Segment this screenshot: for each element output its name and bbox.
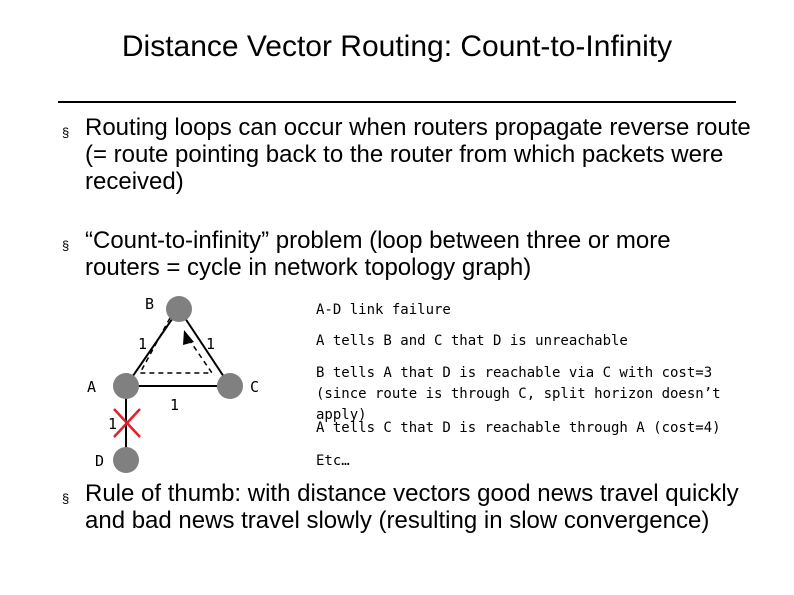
cost-label-ab: 1	[138, 335, 148, 353]
router-b-node	[166, 296, 192, 322]
router-a-label: A	[87, 378, 97, 396]
note-b-tells-a: B tells A that D is reachable via C with cost=3 (since route is through C, split horizon doesn’t apply)	[316, 365, 721, 423]
router-d-node	[113, 447, 139, 473]
link-b-c	[179, 309, 230, 386]
routing-loop-arrowhead	[183, 330, 194, 345]
slide-title: Distance Vector Routing: Count-to-Infinity	[121, 30, 673, 63]
bullet-marker: §	[62, 491, 70, 506]
cost-label-bc: 1	[206, 335, 216, 353]
cost-label-ad: 1	[108, 415, 118, 433]
router-c-label: C	[250, 378, 260, 396]
note-etc: Etc…	[316, 453, 350, 469]
router-d-label: D	[95, 452, 105, 470]
cost-label-ac: 1	[170, 396, 180, 414]
bullet-routing-loops: Routing loops can occur when routers propagate reverse route (= route pointing back to the router from which packets were received)	[85, 114, 751, 195]
bullet-marker: §	[62, 125, 70, 140]
bullet-rule-of-thumb: Rule of thumb: with distance vectors good news travel quickly and bad news travel slowly (resulting in slow convergence)	[85, 480, 739, 534]
note-a-tells-b-c: A tells B and C that D is unreachable	[316, 333, 628, 349]
routing-loop-dashed-path	[140, 318, 212, 373]
router-c-node	[217, 373, 243, 399]
note-link-failure: A-D link failure	[316, 302, 451, 318]
router-b-label: B	[145, 295, 155, 313]
note-a-tells-c: A tells C that D is reachable through A (cost=4)	[316, 420, 721, 436]
link-a-b	[126, 309, 179, 386]
router-a-node	[113, 373, 139, 399]
bullet-marker: §	[62, 238, 70, 253]
bullet-count-to-infinity: “Count-to-infinity” problem (loop between three or more routers = cycle in network topology graph)	[85, 227, 671, 281]
